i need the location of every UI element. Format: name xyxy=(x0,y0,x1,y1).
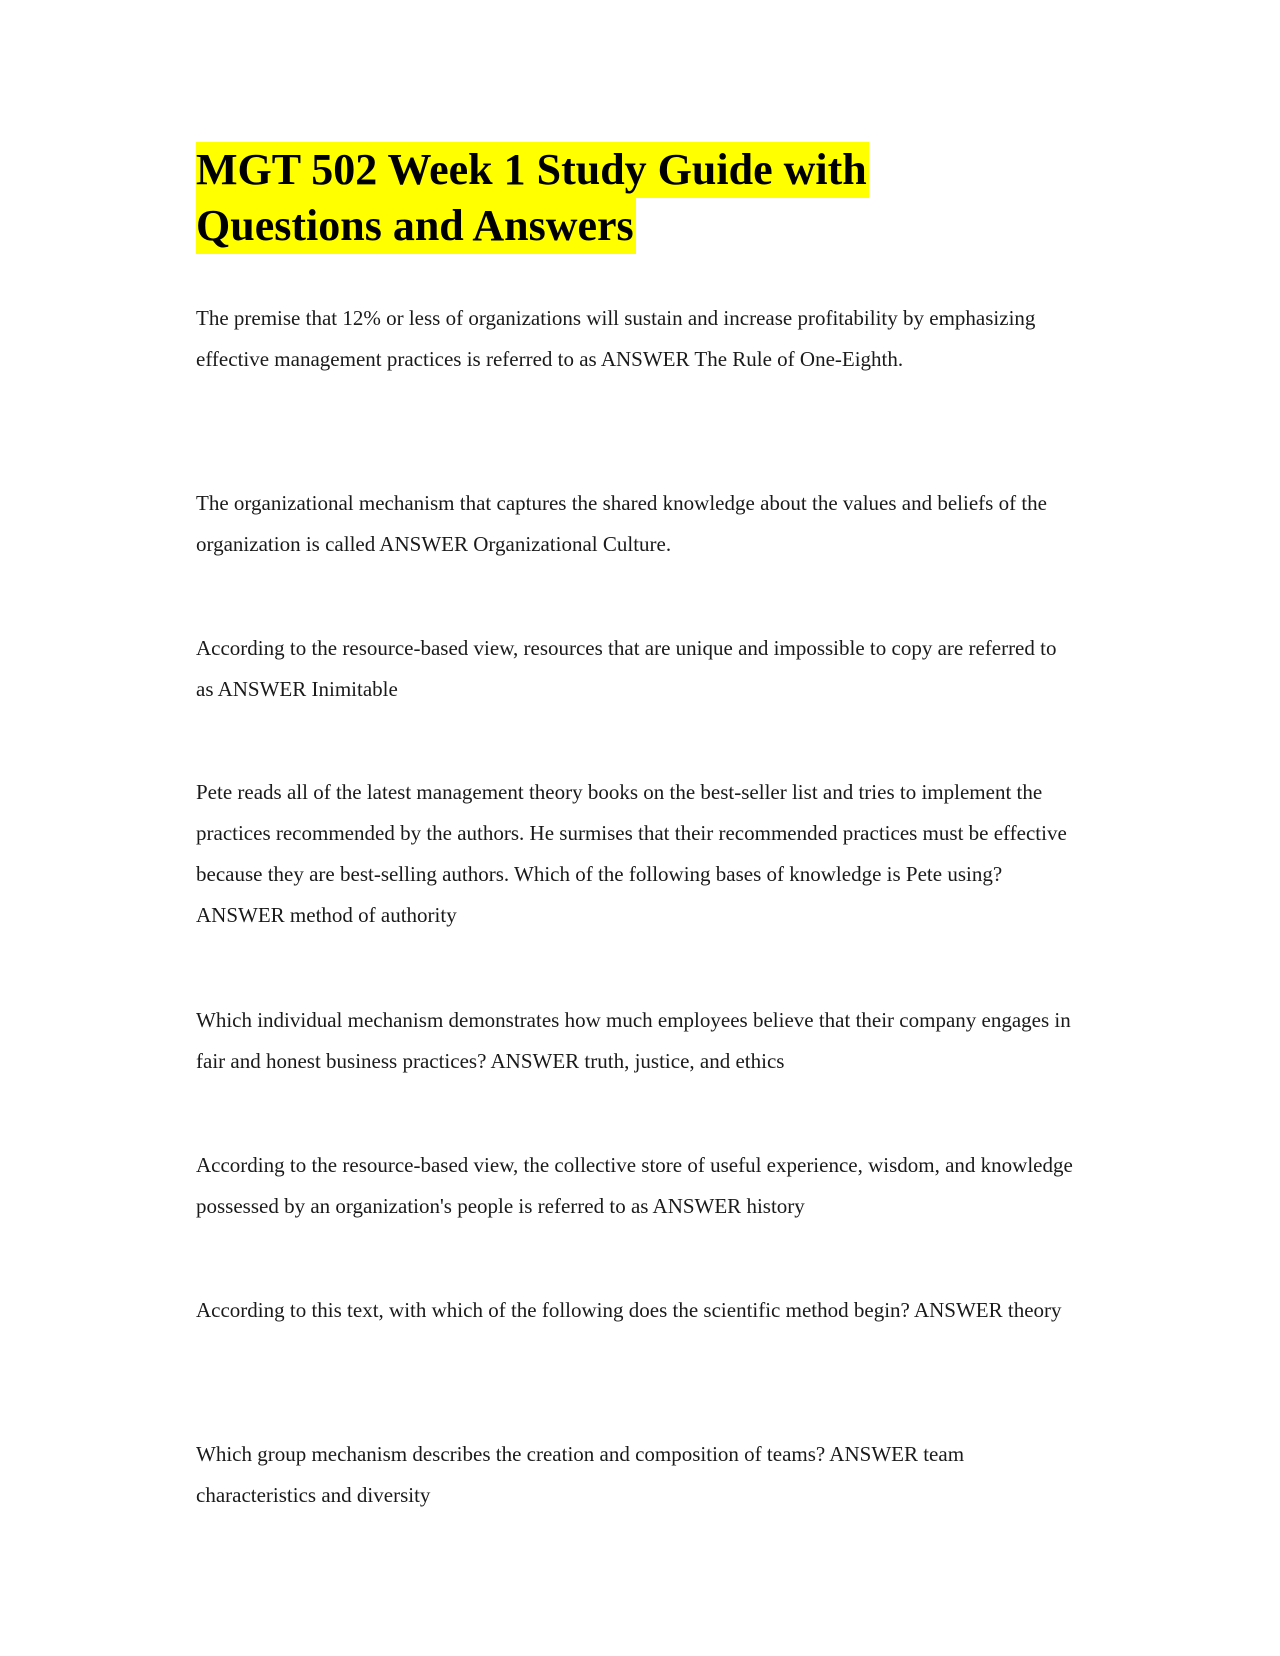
qa-item: According to the resource-based view, the collective store of useful experience, wisdom, and knowledge possessed by an organization's people is referred to as ANSWER history xyxy=(196,1153,1073,1218)
qa-item: According to the resource-based view, resources that are unique and impossible to copy are referred to as ANSWER Inimitable xyxy=(196,636,1057,701)
title-line-1: MGT 502 Week 1 Study Guide with xyxy=(196,142,869,198)
qa-item: The premise that 12% or less of organizations will sustain and increase profitability by emphasizing effective management practices is referred to as ANSWER The Rule of One-Eighth. xyxy=(196,306,1036,371)
qa-item: Pete reads all of the latest management theory books on the best-seller list and tries to implement the practices recommended by the authors. He surmises that their recommended practices must be effective because they are best-selling authors. Which of the following bases of knowledge is Pete using? ANSWER method of authority xyxy=(196,780,1067,927)
title-line-2: Questions and Answers xyxy=(196,198,636,254)
qa-item: Which group mechanism describes the creation and composition of teams? ANSWER team characteristics and diversity xyxy=(196,1442,965,1507)
qa-item: The organizational mechanism that captures the shared knowledge about the values and beliefs of the organization is called ANSWER Organizational Culture. xyxy=(196,491,1047,556)
qa-item: Which individual mechanism demonstrates how much employees believe that their company engages in fair and honest business practices? ANSWER truth, justice, and ethics xyxy=(196,1008,1071,1073)
document-title xyxy=(196,142,956,254)
qa-item: According to this text, with which of the following does the scientific method begin? ANSWER theory xyxy=(196,1298,1062,1322)
